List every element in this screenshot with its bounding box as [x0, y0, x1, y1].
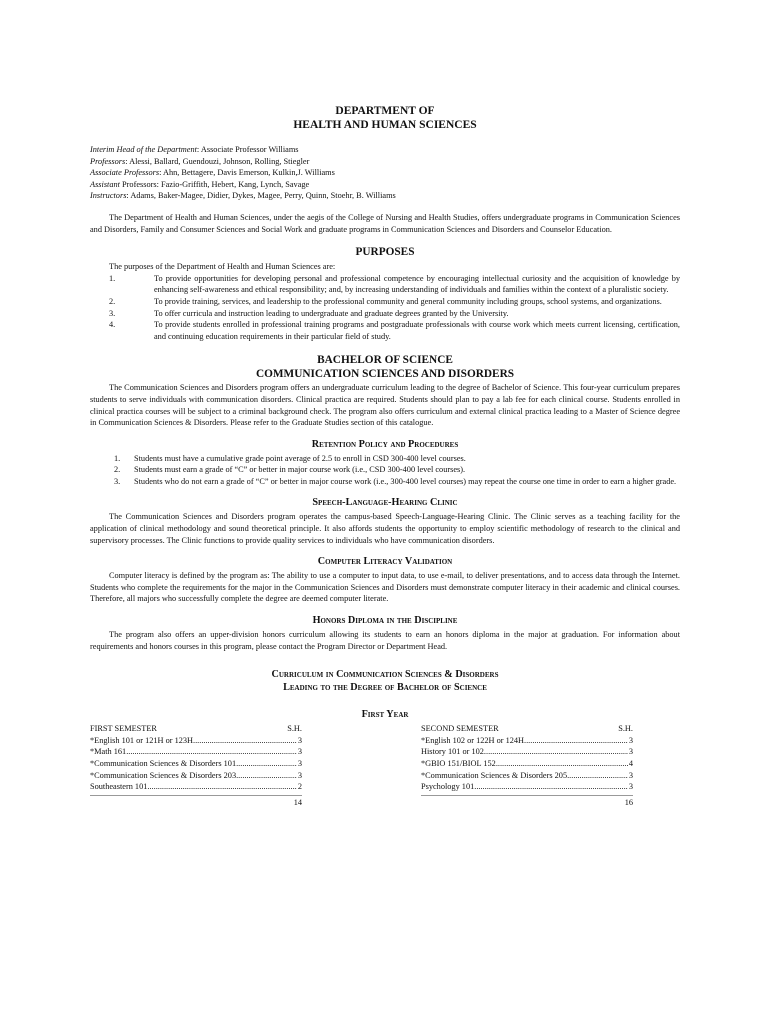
literacy-paragraph: Computer literacy is defined by the program as: The ability to use a computer to input data, to use e-mail, to deliver presentations, and to access data through the Internet. Students who complete the requirements for the major in the Communication Sciences and Disorders must demonstrate computer literacy in their academic and clinical courses. Therefore, all majors who successfully complete the degree are deemed computer literate.	[90, 571, 680, 604]
honors-paragraph: The program also offers an upper-division honors curriculum allowing its students to earn an honors diploma in the major at graduation. For information about requirements and honors courses in this program, please contact the Program Director or Department Head.	[90, 630, 680, 651]
retention-item	[90, 464, 680, 476]
faculty-names: : Alessi, Ballard, Guendouzi, Johnson, Rolling, Stiegler	[125, 156, 310, 166]
course-hours: 3	[297, 759, 302, 768]
bs-heading-line1: BACHELOR OF SCIENCE	[317, 354, 453, 367]
course-row	[90, 781, 302, 793]
curriculum-heading-line1: Curriculum in Communication Sciences & Disorders	[271, 669, 499, 681]
year-heading: First Year	[361, 709, 409, 721]
course-name: *Communication Sciences & Disorders 203	[90, 770, 237, 780]
course-name: History 101 or 102	[421, 747, 484, 757]
department-title	[90, 104, 680, 132]
bs-paragraph: The Communication Sciences and Disorders program offers an undergraduate curriculum leading to the degree of Bachelor of Science. This four-year curriculum prepares students to serve individuals with communication disorders. Clinical practica are required. Students should plan to pay a lab fee for each clinical course. Students enrolled in clinical practica courses will be subject to a criminal background check. The program also offers curriculum and external clinical practica leading to a Master of Science degree in Communication Sciences & Disorders. Please refer to the Graduate Studies section of this catalogue.	[90, 383, 680, 428]
retention-item	[90, 476, 680, 488]
purposes-lead: The purposes of the Department of Health and Human Sciences are:	[109, 262, 336, 272]
course-name: *Math 161	[90, 747, 127, 757]
leader-dots	[236, 758, 297, 770]
curriculum-heading	[90, 668, 680, 694]
faculty-role: Interim Head of the Department	[90, 145, 197, 154]
leader-dots	[236, 770, 297, 782]
course-name: Psychology 101	[421, 782, 475, 792]
item-number: 3.	[109, 308, 116, 318]
item-number: 4.	[109, 320, 116, 330]
course-hours: 3	[628, 735, 633, 745]
course-row	[90, 735, 302, 747]
purposes-heading: PURPOSES	[355, 246, 415, 259]
item-number: 1.	[109, 273, 116, 283]
item-text: To provide opportunities for developing personal and professional competence by encouraging intellectual curiosity and the acquisition of knowledge by enhancing self-awareness and ethical responsibility; and, by increasing understanding of individuals and families within the context of a pluralistic society.	[154, 273, 680, 295]
bs-heading-line2: COMMUNICATION SCIENCES AND DISORDERS	[255, 368, 515, 381]
semester-total: 14	[90, 795, 302, 809]
item-text: To offer curricula and instruction leading to undergraduate and graduate degrees granted by the University.	[154, 308, 509, 318]
course-name: Southeastern 101	[90, 782, 148, 792]
intro-paragraph: The Department of Health and Human Sciences, under the aegis of the College of Nursing and Health Studies, offers undergraduate programs in Communication Sciences and Disorders, Family and Consumer Sciences and Social Work and graduate programs in Communication Sciences and Disorders and Counselor Education.	[90, 212, 680, 234]
first-semester	[90, 723, 302, 808]
semester-label: SECOND SEMESTER	[421, 724, 499, 734]
course-hours: 3	[297, 770, 302, 780]
course-row	[421, 746, 633, 758]
leader-dots	[484, 746, 628, 758]
semester-header	[421, 723, 633, 735]
faculty-head	[90, 144, 680, 156]
faculty-role: Instructors	[90, 191, 127, 201]
item-text: To provide students enrolled in professional training programs and postgraduate professionals with course work which meets current licensing, certification, and continuing education requirements in their particular field of study.	[154, 320, 680, 341]
purpose-item	[109, 308, 680, 320]
faculty-associate	[90, 167, 680, 179]
item-text: Students must have a cumulative grade point average of 2.5 to enroll in CSD 300-400 level courses.	[134, 453, 466, 463]
faculty-names: : Associate Professor Williams	[196, 145, 299, 154]
course-name: *Communication Sciences & Disorders 101	[90, 759, 237, 768]
catalog-page	[90, 104, 680, 808]
literacy-heading: Computer Literacy Validation	[317, 556, 453, 568]
course-row	[421, 770, 633, 782]
department-title-line2: HEALTH AND HUMAN SCIENCES	[293, 119, 477, 131]
course-name: *Communication Sciences & Disorders 205	[421, 770, 568, 780]
course-hours: 3	[297, 747, 302, 757]
course-hours: 3	[297, 735, 302, 745]
second-semester	[421, 723, 633, 808]
faculty-assistant	[90, 179, 680, 191]
faculty-names: : Ahn, Bettagere, Davis Emerson, Kulkin,J. Williams	[159, 168, 335, 178]
semester-columns	[90, 723, 680, 808]
leader-dots	[474, 781, 628, 793]
course-name: *GBIO 151/BIOL 152	[421, 759, 496, 768]
leader-dots	[524, 735, 628, 747]
department-title-line1: DEPARTMENT OF	[335, 105, 435, 117]
course-name: *English 101 or 121H or 123H	[90, 735, 194, 745]
faculty-role: Professors	[90, 156, 126, 166]
sh-label: S.H.	[618, 724, 633, 734]
retention-heading: Retention Policy and Procedures	[311, 438, 459, 450]
leader-dots	[496, 758, 628, 770]
faculty-role: Assistant	[90, 179, 120, 189]
leader-dots	[567, 770, 628, 782]
semester-header	[90, 723, 302, 735]
faculty-list	[90, 144, 680, 202]
leader-dots	[147, 781, 296, 793]
faculty-names: : Adams, Baker-Magee, Didier, Dykes, Magee, Perry, Quinn, Stoehr, B. Williams	[126, 191, 396, 201]
item-text: Students who do not earn a grade of “C” or better in major course work (i.e., 300-400 level courses) may repeat the course one time in order to earn a higher grade.	[134, 476, 677, 486]
purpose-item	[109, 296, 680, 308]
clinic-heading: Speech-Language-Hearing Clinic	[312, 497, 458, 509]
item-number: 1.	[114, 453, 121, 463]
course-name: *English 102 or 122H or 124H	[421, 735, 525, 745]
item-text: To provide training, services, and leadership to the professional community and general community including groups, school systems, and organizations.	[154, 296, 662, 306]
course-row	[90, 758, 302, 770]
course-hours: 2	[297, 782, 302, 792]
purposes-list	[109, 273, 680, 343]
clinic-paragraph: The Communication Sciences and Disorders program operates the campus-based Speech-Language-Hearing Clinic. The Clinic serves as a teaching facility for the application of clinical methodology and sound theoretical principle. It also affords students the opportunity to employ scientific methodology of research to the clinical and supervisory processes. The Clinic functions to provide quality services to individuals who have communication disorders.	[90, 512, 680, 545]
course-hours: 4	[628, 759, 633, 768]
retention-item	[90, 453, 680, 465]
course-row	[421, 735, 633, 747]
purpose-item	[109, 273, 680, 296]
leader-dots	[126, 746, 297, 758]
item-text: Students must earn a grade of “C” or better in major course work (i.e., CSD 300-400 level courses).	[134, 465, 466, 475]
course-row	[90, 746, 302, 758]
bs-heading	[90, 353, 680, 381]
course-hours: 3	[628, 747, 633, 757]
faculty-instructors	[90, 190, 680, 202]
semester-total: 16	[421, 795, 633, 809]
course-row	[90, 770, 302, 782]
faculty-professors	[90, 156, 680, 168]
honors-heading: Honors Diploma in the Discipline	[312, 615, 458, 627]
purpose-item	[109, 319, 680, 342]
course-hours: 3	[628, 770, 633, 780]
retention-list	[90, 453, 680, 488]
item-number: 2.	[114, 465, 121, 475]
item-number: 2.	[109, 296, 116, 306]
item-number: 3.	[114, 476, 121, 486]
course-row	[421, 758, 633, 770]
faculty-role: Associate Professors	[90, 168, 160, 178]
faculty-names: Professors: Fazio-Griffith, Hebert, Kang, Lynch, Savage	[119, 179, 310, 189]
semester-label: FIRST SEMESTER	[90, 724, 157, 734]
leader-dots	[193, 735, 297, 747]
curriculum-heading-line2: Leading to the Degree of Bachelor of Science	[283, 682, 487, 694]
sh-label: S.H.	[287, 724, 302, 734]
course-row	[421, 781, 633, 793]
course-hours: 3	[628, 782, 633, 792]
